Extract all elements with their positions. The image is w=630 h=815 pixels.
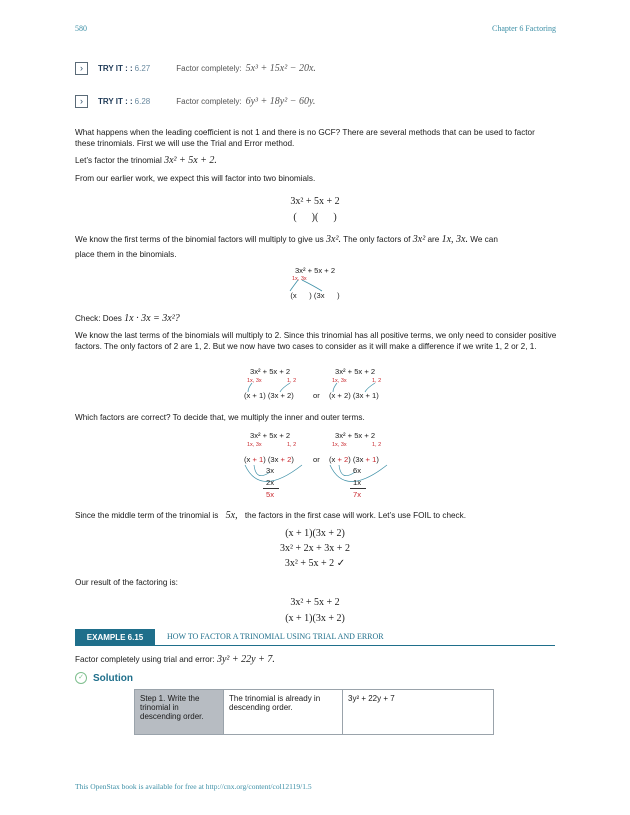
display-trinomial: 3x² + 5x + 2: [290, 196, 340, 207]
diag3-right-trinomial: 3x² + 5x + 2: [335, 431, 376, 440]
place-binomials-line: place them in the binomials.: [75, 250, 177, 259]
check-line: Check: Does 1x · 3x = 3x²?: [75, 313, 180, 324]
chapter-title: Chapter 6 Factoring: [492, 24, 556, 33]
first-terms-paragraph: We know the first terms of the binomial factors will multiply to give us 3x². The only factors of 3x² are 1x, 3x. We can: [75, 234, 498, 245]
diag2-left-trinomial: 3x² + 5x + 2: [250, 367, 291, 376]
footer-link[interactable]: This OpenStax book is available for free at http://cnx.org/content/col12119/1.5: [75, 782, 312, 791]
diag1-binomials: (x ) (3x ): [290, 291, 340, 300]
diag3-left-binomials: (x + 1) (3x + 2): [244, 455, 294, 464]
table-row: [135, 690, 494, 735]
earlier-work-line: From our earlier work, we expect this will factor into two binomials.: [75, 174, 316, 183]
diag3-left-inner: 3x: [266, 466, 275, 475]
try-it-6-27[interactable]: › TRY IT : : 6.27 Factor completely: 5x³ + 15x² − 20x.: [75, 61, 316, 75]
intro-paragraph: What happens when the leading coefficient is not 1 and there is no GCF? There are several methods that can be used to factor these trinomials. First we will use the Trial and Error method.: [75, 128, 535, 148]
diag2-right-f2: 1, 2: [372, 378, 382, 384]
diag2-left-binomials: (x + 1) (3x + 2): [244, 391, 294, 400]
chevron-right-icon[interactable]: ›: [75, 95, 88, 108]
diag3-left-f2: 1, 2: [287, 442, 297, 448]
result-line: Our result of the factoring is:: [75, 578, 178, 587]
diag3-right-f1: 1x, 3x: [332, 442, 347, 448]
example-banner: [75, 629, 555, 646]
which-factors-line: Which factors are correct? To decide that, we multiply the inner and outer terms.: [75, 413, 365, 422]
foil-line-2: 3x² + 2x + 3x + 2: [280, 543, 350, 554]
diag2-left-f2: 1, 2: [287, 378, 297, 384]
diag1-trinomial: 3x² + 5x + 2: [294, 266, 336, 275]
diag3-right-outer: 1x: [353, 478, 362, 487]
diag3-right-binomials: (x + 2) (3x + 1): [329, 455, 379, 464]
diag2-right-binomials: (x + 2) (3x + 1): [329, 391, 379, 400]
explain-cell: The trinomial is already in descending order.: [224, 690, 343, 735]
diag2-right-trinomial: 3x² + 5x + 2: [335, 367, 376, 376]
exercise-line: Factor completely using trial and error: 3y² + 22y + 7.: [75, 654, 275, 665]
diag2-right-f1: 1x, 3x: [332, 378, 347, 384]
diag3-right-f2: 1, 2: [372, 442, 382, 448]
diag1-factors: 1x, 3x: [292, 276, 307, 282]
check-mark-icon: ✓: [336, 558, 346, 569]
result-trinomial: 3x² + 5x + 2: [290, 597, 340, 608]
diag3-left-outer: 2x: [266, 478, 275, 487]
result-factored: (x + 1)(3x + 2): [285, 613, 345, 624]
diag3-or: or: [313, 455, 320, 464]
foil-line-3: 3x² + 5x + 2 ✓: [284, 558, 346, 569]
diag3-right-inner: 6x: [353, 466, 362, 475]
chevron-right-icon[interactable]: ›: [75, 62, 88, 75]
diag2-or: or: [313, 391, 320, 400]
diag3-right-sum: 7x: [353, 490, 362, 499]
check-circle-icon: ✓: [75, 672, 87, 684]
try-it-6-28[interactable]: › TRY IT : : 6.28 Factor completely: 6y³ + 18y² − 60y.: [75, 94, 315, 108]
display-empty-binomials: ( )( ): [293, 212, 337, 223]
diag3-left-arcs: [240, 462, 320, 492]
let-factor-line: Let’s factor the trinomial 3x² + 5x + 2.: [75, 155, 217, 166]
step-cell: Step 1. Write the trinomial in descending order.: [135, 690, 224, 735]
example-title: HOW TO FACTOR A TRINOMIAL USING TRIAL AND ERROR: [167, 632, 384, 641]
example-tag: EXAMPLE 6.15: [75, 629, 155, 645]
diag3-left-sum: 5x: [266, 490, 275, 499]
diag3-left-trinomial: 3x² + 5x + 2: [250, 431, 291, 440]
diag2-left-f1: 1x, 3x: [247, 378, 262, 384]
page-number: 580: [75, 24, 87, 33]
diag3-left-f1: 1x, 3x: [247, 442, 262, 448]
foil-line-1: (x + 1)(3x + 2): [285, 528, 345, 539]
last-terms-paragraph: We know the last terms of the binomials will multiply to 2. Since this trinomial has all positive terms, we only need to consider positive factors. The only factors of 2 are 1, 2. But we now have two cases to consider as it will make a difference if we write 1, 2 or 2, 1.: [75, 331, 557, 351]
solution-heading: ✓ Solution: [75, 672, 133, 684]
step-table: [134, 689, 494, 735]
middle-term-paragraph: Since the middle term of the trinomial is 5x, the factors in the first case will work. Let’s use FOIL to check.: [75, 510, 467, 521]
math-cell: 3y² + 22y + 7: [343, 690, 494, 735]
